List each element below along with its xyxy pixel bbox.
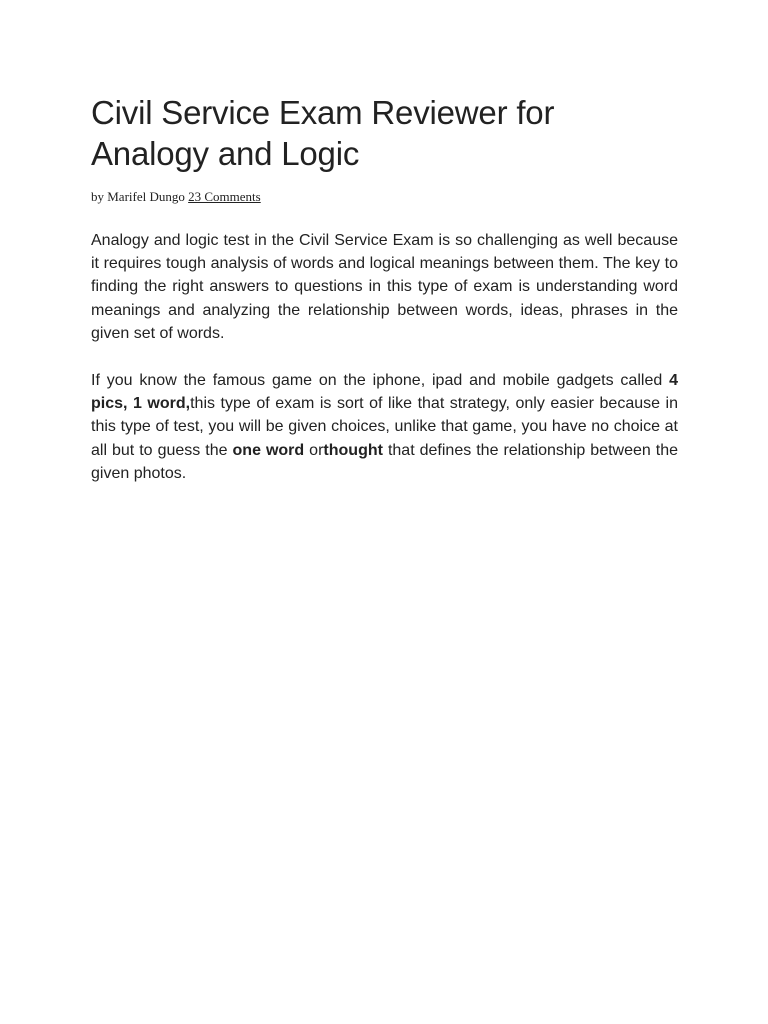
paragraph-game xyxy=(91,369,678,485)
byline xyxy=(91,189,678,205)
author-name: Marifel Dungo xyxy=(107,189,185,204)
paragraph-text: that defines the relationship between the given photos. xyxy=(91,441,679,482)
paragraph-text: or xyxy=(304,441,324,459)
article-title: Civil Service Exam Reviewer for Analogy and Logic xyxy=(91,94,555,172)
comments-link[interactable]: 23 Comments xyxy=(188,189,261,204)
byline-prefix: by xyxy=(91,189,104,204)
bold-one-word: one word xyxy=(232,441,305,459)
article xyxy=(91,92,678,485)
bold-thought: thought xyxy=(323,441,383,459)
paragraph-text: If you know the famous game on the iphone, ipad and mobile gadgets called xyxy=(91,372,670,390)
bold-game-name: 4 pics, 1 word, xyxy=(91,372,678,413)
paragraph-intro: Analogy and logic test in the Civil Service Exam is so challenging as well because it requires tough analysis of words and logical meanings between them. The key to finding the right answers to questions in this type of exam is understanding word meanings and analyzing the relationship between words, ideas, phrases in the given set of words. xyxy=(91,232,678,342)
paragraph-text: this type of exam is sort of like that strategy, only easier because in this type of test, you will be given choices, unlike that game, you have no choice at all but to guess the xyxy=(91,395,678,459)
